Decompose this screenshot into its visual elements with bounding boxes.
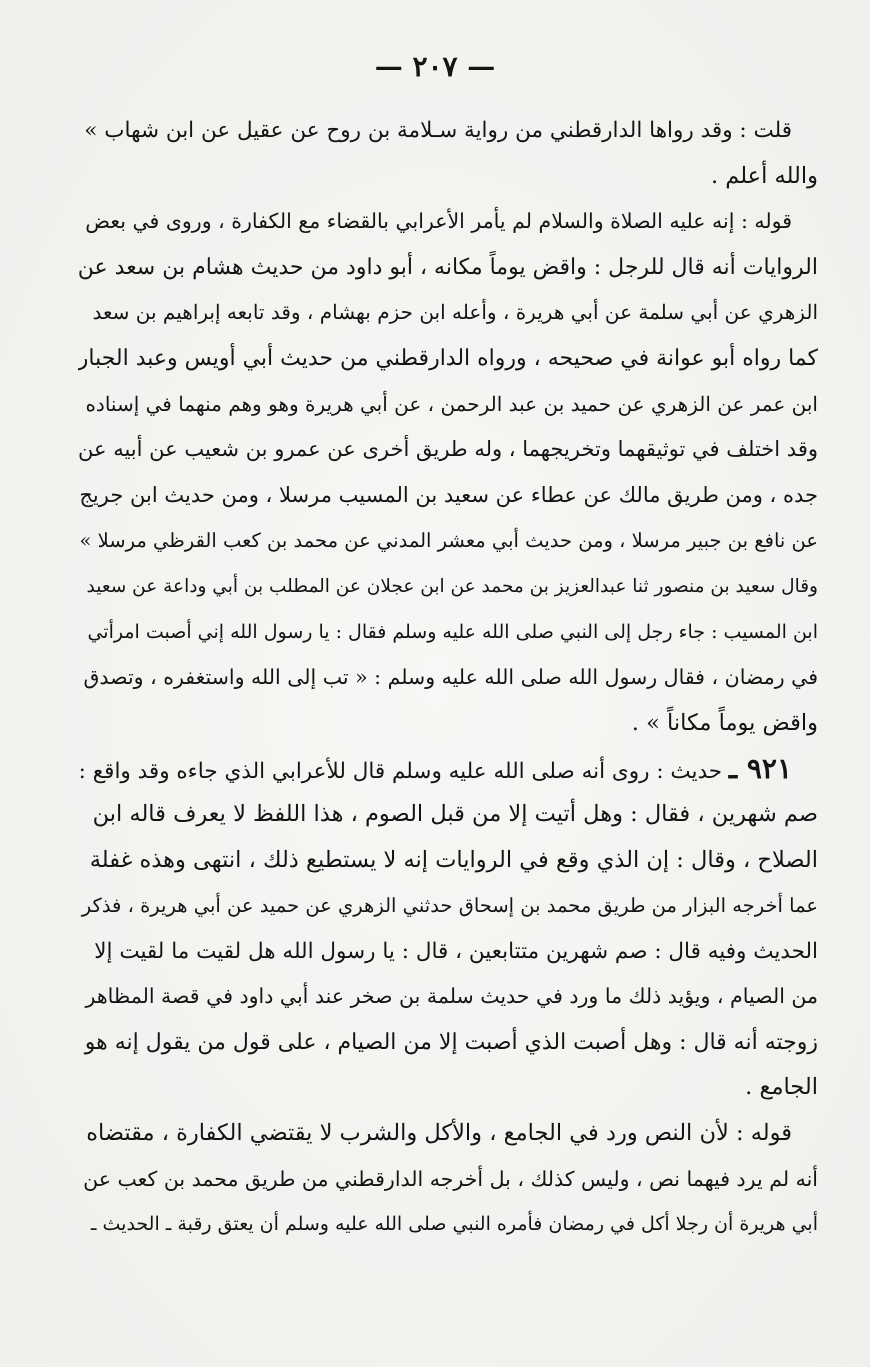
text-line: ابن عمر عن الزهري عن حميد بن عبد الرحمن ، عن أبي هريرة وهو وهم منهما في إسناده	[85, 391, 818, 416]
page-number: — ٢٠٧ —	[374, 50, 496, 83]
text-line: الحديث وفيه قال : صم شهرين متتابعين ، قال : يا رسول الله هل لقيت ما لقيت إلا	[94, 938, 818, 964]
text-line: وقال سعيد بن منصور ثنا عبدالعزيز بن محمد عن ابن عجلان عن المطلب بن أبي وداعة عن سعيد	[86, 575, 818, 597]
text-line: قوله : لأن النص ورد في الجامع ، والأكل والشرب لا يقتضي الكفارة ، مقتضاه	[86, 1120, 792, 1147]
hadith-heading-line	[78, 746, 818, 792]
text-line: واقض يوماً مكاناً » .	[631, 709, 818, 736]
text-line: وقد اختلف في توثيقهما وتخريجهما ، وله طريق أخرى عن عمرو بن شعيب عن أبيه عن	[78, 437, 818, 462]
text-line: صم شهرين ، فقال : وهل أتيت إلا من قبل الصوم ، هذا اللفظ لا يعرف قاله ابن	[92, 800, 818, 827]
text-line: الجامع .	[745, 1074, 818, 1101]
text-line: أبي هريرة أن رجلا أكل في رمضان فأمره النبي صلى الله عليه وسلم أن يعتق رقبة ـ الحديث ـ	[90, 1213, 818, 1236]
text-line: الروايات أنه قال للرجل : واقض يوماً مكانه ، أبو داود من حديث هشام بن سعد عن	[78, 254, 818, 280]
text-line: والله أعلم .	[710, 162, 818, 189]
text-line: كما رواه أبو عوانة في صحيحه ، ورواه الدارقطني من حديث أبي أويس وعبد الجبار	[78, 345, 818, 371]
text-line: قوله : إنه عليه الصلاة والسلام لم يأمر الأعرابي بالقضاء مع الكفارة ، وروى في بعض	[85, 209, 792, 234]
text-line: عما أخرجه البزار من طريق محمد بن إسحاق حدثني الزهري عن حميد عن أبي هريرة ، فذكر	[81, 894, 818, 918]
hadith-number: ٩٢١ ـ	[728, 752, 792, 786]
text-line: أنه لم يرد فيهما نص ، وليس كذلك ، بل أخرجه الدارقطني من طريق محمد بن كعب عن	[83, 1166, 818, 1191]
text-line: زوجته أنه قال : وهل أصبت الذي أصبت إلا من الصيام ، على قول من يقول إنه هو	[84, 1029, 818, 1055]
text-line: الصلاح ، وقال : إن الذي وقع في الروايات إنه لا يستطيع ذلك ، انتهى وهذه غفلة	[89, 846, 818, 873]
text-line: من الصيام ، ويؤيد ذلك ما ورد في حديث سلمة بن صخر عند أبي داود في قصة المظاهر	[85, 984, 818, 1009]
text-line: الزهري عن أبي سلمة عن أبي هريرة ، وأعله ابن حزم بهشام ، وقد تابعه إبراهيم بن سعد	[92, 300, 818, 325]
text-line: في رمضان ، فقال رسول الله صلى الله عليه وسلم : « تب إلى الله واستغفره ، وتصدق	[83, 665, 818, 690]
text-line: عن نافع بن جبير مرسلا ، ومن حديث أبي معشر المدني عن محمد بن كعب القرظي مرسلا »	[79, 529, 818, 553]
hadith-heading-text: حديث : روى أنه صلى الله عليه وسلم قال للأعرابي الذي جاءه وقد واقع :	[78, 759, 723, 785]
text-line: قلت : وقد رواها الدارقطني من رواية سـلامة بن روح عن عقيل عن ابن شهاب »	[84, 118, 792, 143]
text-line: ابن المسيب : جاء رجل إلى النبي صلى الله عليه وسلم فقال : يا رسول الله إني أصبت امرأتي	[87, 620, 818, 643]
text-line: جده ، ومن طريق مالك عن عطاء عن سعيد بن المسيب مرسلا ، ومن حديث ابن جريج	[79, 482, 818, 507]
text-body	[78, 108, 818, 1248]
